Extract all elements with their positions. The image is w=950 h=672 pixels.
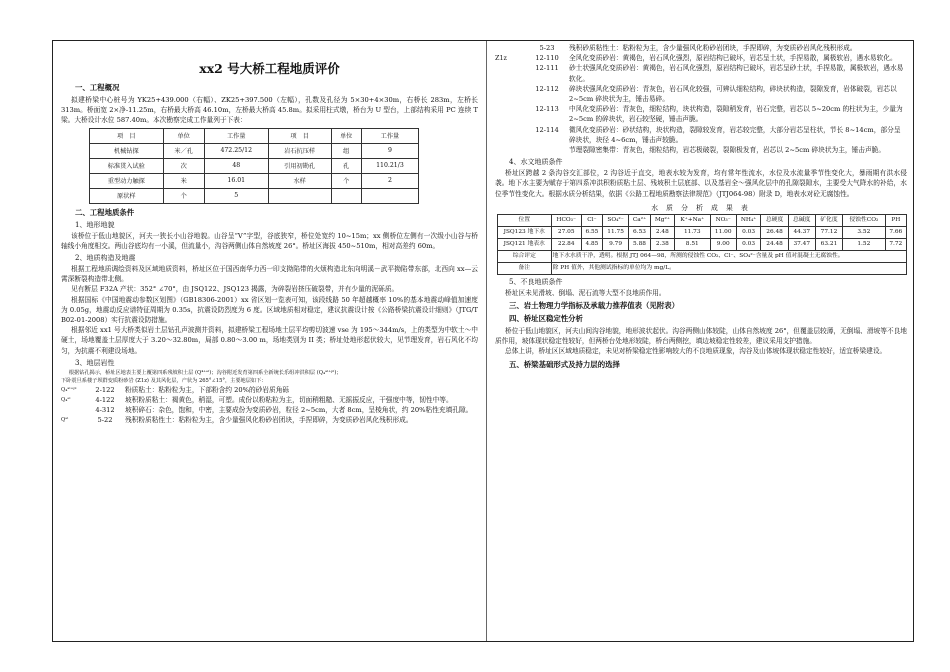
water-note-text: 除 PH 值外，其他测试指标的单位均为 mg/L。 (551, 262, 906, 274)
water-table-cell: 6.53 (629, 226, 651, 238)
workload-cell (361, 188, 418, 203)
workload-cell: 引用初勘孔 (268, 158, 331, 173)
stratum-code: 5-22 (97, 416, 113, 425)
workload-cell: 2 (361, 173, 418, 188)
water-table-cell: 3.52 (843, 226, 886, 238)
section-geology-heading: 二、工程地质条件 (75, 207, 135, 217)
water-table-cell: 11.73 (674, 226, 710, 238)
adverse-geology-paragraph: 桥址区未见滑坡、倒塌、泥石流等大型不良地质作用。 (505, 288, 666, 297)
seismic-paragraph: 根据国标《中国地震动参数区划图》（GB18306-2001）xx 省区划一览表可知，该段线路 50 年超越概率 10%的基本地震动峰值加速度为 0.05g，地震动反应谱特征周期为 0.35s，抗震设防烈度为 6 度。区域地质相对稳定，建议抗震设计按《公路桥梁抗震设计细则》（JTG/T B02-01-2008）实行抗震设防措施。 (61, 295, 478, 325)
stratum-description: 坡积粉质粘土：褐黄色，稍湿，可塑。成份以粉粘粒为主，切面稍粗糙、无摇振反应，干强度中等，韧性中等。 (125, 396, 453, 405)
workload-cell: 110.21/3 (361, 158, 418, 173)
workload-cell: 重型动力触探 (90, 173, 164, 188)
water-quality-table (497, 214, 907, 275)
overview-paragraph: 拟建桥梁中心桩号为 YK25+439.000（右幅）、ZK25+397.500（左幅），孔数及孔径为 5×30+4×30m，右桥长 283m，左桥长 313m。桥面宽 2×净-11.25m，右桥最大桥高 46.10m，左桥最大桥高 45.8m。拟采用柱式墩，桥台为 U 型台，上部结构采用 PC 连续 T 梁。大桥设计水位 587.40m。本次勘察完成工作量列于下表： (61, 96, 478, 125)
stratum-symbol (495, 84, 525, 104)
page-title: xx2 号大桥工程地质评价 (199, 61, 340, 76)
water-table-cell: 9.79 (603, 238, 629, 250)
water-table-cell: 0.03 (736, 238, 761, 250)
water-table-cell: 63.21 (815, 238, 842, 250)
structure-paragraph-1: 根据工程地质调绘资料及区域地质资料，桥址区位于国西南华力西一印支拗陷带的火烦构造北东向明溪－武平拗陷带东部，北西向 xx—云霄深断裂构造带北侧。 (61, 265, 478, 284)
stratum-description: 中风化变质砂岩：青灰色，细粒结构，块状构造，裂隙稍发育，岩石完整，岩芯以 5~20cm 的柱状为主，少量为 2~5cm 的碎块状，岩石较坚硬，锤击声脆。 (569, 105, 903, 124)
right-column (487, 41, 914, 641)
stratum-code: 4-312 (95, 406, 115, 415)
water-table-header-cell: K⁺+Na⁺ (674, 214, 710, 226)
section-stability-heading: 四、桥址区稳定性分析 (509, 314, 583, 324)
water-table-cell: 1.52 (843, 238, 886, 250)
stratum-symbol: Q₄ᵉˡ (61, 397, 71, 404)
workload-cell: 16.01 (204, 173, 268, 188)
workload-header-cell: 单位 (331, 128, 361, 143)
water-table-header-cell: Ca²⁺ (629, 214, 651, 226)
water-table-header-cell: PH (885, 214, 906, 226)
water-eval-label: 综合评定 (498, 250, 552, 262)
workload-row (90, 188, 419, 203)
workload-cell: 机械钻探 (90, 143, 164, 158)
workload-cell: 9 (361, 143, 418, 158)
water-table-header-cell: 总碱度 (788, 214, 815, 226)
water-table-cell: 44.37 (788, 226, 815, 238)
water-table-cell: 6.55 (581, 226, 602, 238)
drawing-sheet (52, 40, 914, 642)
stratum-code: 12-113 (535, 105, 559, 114)
hydro-paragraph: 桥址区跨越 2 条沟谷交汇部位，2 沟谷近于直交，地表水较为发育，均有常年性流水，水位及水流量季节性变化大，暴雨期有洪水侵袭。地下水主要为赋存于第四系冲洪积粉质粘土层、残坡积土层底部、以及基岩全～强风化层中的孔隙裂隙水，主要受大气降水的补给，水位季节性变化大。根据水质分析结果，依据《公路工程地质勘察法律规范》（JTJ064-98）附录 D，地表水对砼无腐蚀性。 (495, 169, 907, 198)
water-table-row (498, 226, 907, 238)
water-table-header-cell: NH₄⁺ (736, 214, 761, 226)
strata-list-left (61, 385, 478, 426)
strata-heading: 3、地层岩性 (75, 358, 115, 367)
structure-paragraph-2: 见有断层 F32A 产状：352° ∠70°，由 JSQ122、JSQ123 揭露，为碎裂岩挤压破裂带，并有少量的泥砾质。 (71, 285, 399, 294)
stratum-description: 碎块状强风化变质砂岩：青灰色，岩石风化较强，可辨认细粒结构，碎块状构造，裂隙发育，岩体破裂，岩芯以 2~5cm 碎块状为主，锤击易碎。 (569, 84, 897, 104)
stratum-symbol: Qᵉˡ (61, 417, 69, 424)
stability-paragraph-1: 桥位于低山地貌区，河夫山间沟谷地貌，地形波状起伏。沟谷两侧山体较陡，山体自然坡度 26°，但覆盖层较薄，无倒塌、滑坡等不良地质作用，坡体现状稳定性较好，但两桥台处地形较陡，桥台两侧挖，填边坡稳定性较差，建议采用支护措施。 (495, 327, 907, 346)
workload-cell: 岩石抗压样 (268, 143, 331, 158)
workload-cell: 组 (331, 143, 361, 158)
water-table-cell: 4.85 (581, 238, 602, 250)
workload-cell: 个 (331, 173, 361, 188)
landform-heading: 1、地形地貌 (75, 220, 115, 229)
landform-paragraph: 该桥位于低山地貌区，河夫一狭长小山谷地貌。山谷呈“V”字型，谷底狭窄，桥位处宽约 10~15m；xx 侧桥位左侧有一次级小山谷与桥轴线小角度相交。两山谷底均有一小溪，但流量小，沟谷两侧山体自然坡度 26°。桥址区海拔 450~510m，相对高差约 60m。 (61, 231, 478, 250)
workload-cell (331, 188, 361, 203)
workload-cell: 个 (163, 188, 204, 203)
water-table-header-cell: 矿化度 (815, 214, 842, 226)
workload-cell: 次 (163, 158, 204, 173)
hydro-heading: 4、水文地质条件 (509, 158, 563, 167)
workload-header-row (90, 128, 419, 143)
stratum-description: 微风化变质砂岩：砂状结构，块状构造，裂隙较发育，岩芯较完整，大部分岩芯呈柱状，节长 8~14cm，部分呈碎块状，块径 4~6cm，锤击声较脆。 (569, 125, 901, 144)
water-table-note-row (498, 262, 907, 274)
workload-header-cell: 工作量 (204, 128, 268, 143)
workload-cell: 48 (204, 158, 268, 173)
water-table-cell: 0.03 (736, 226, 761, 238)
water-table-header-cell: Cl⁻ (581, 214, 602, 226)
stratum-symbol: Z1z (495, 54, 507, 63)
stratum-code: 12-112 (535, 84, 559, 93)
strata-list-right (495, 43, 907, 155)
water-table-cell: JSQ121 地表水 (498, 238, 552, 250)
adverse-geology-heading: 5、不良地质条件 (509, 277, 563, 286)
workload-header-cell: 项 目 (90, 128, 164, 143)
water-table-cell: JSQ123 地下水 (498, 226, 552, 238)
workload-cell: 472.25/12 (204, 143, 268, 158)
stratum-symbol (495, 43, 525, 53)
stability-paragraph-2: 总体上讲，桥址区区域地质稳定，未见对桥梁稳定性影响较大的不良地质现象，沟谷及山体坡体现状稳定性较好，适宜桥梁建设。 (505, 347, 887, 356)
stratum-symbol (495, 125, 525, 145)
water-table-header-row (498, 214, 907, 226)
water-table-cell: 2.38 (650, 238, 674, 250)
water-table-cell: 2.48 (650, 226, 674, 238)
water-table-cell: 7.72 (885, 238, 906, 250)
water-table-cell: 8.51 (674, 238, 710, 250)
stratum-description: 节理裂隙密集带：青灰色，细粒结构，岩芯极破裂，裂隙极发育，岩芯以 2~5cm 碎块状为主，锤击声脆。 (569, 146, 886, 155)
workload-cell: 水样 (268, 173, 331, 188)
workload-cell (268, 188, 331, 203)
stratum-code: 12-110 (535, 54, 559, 63)
water-table-header-cell: 侵蚀性CO₂ (843, 214, 886, 226)
strata-intro-2: 下卧震旦系楼子坝群变质粉砂岩 (Z1z) 及其风化层，产状为 265°∠15°，主要地层如下： (61, 377, 267, 384)
water-table-cell: 24.48 (761, 238, 788, 250)
stratum-description: 全风化变质砂岩：黄褐色，岩石风化强烈，原岩结构已破坏，岩芯呈土状，手捏易散，属极软岩，遇水易软化。 (569, 54, 897, 63)
stratum-code (525, 145, 569, 155)
stratum-item (495, 125, 907, 145)
water-table-cell: 26.48 (761, 226, 788, 238)
stratum-code: 4-122 (95, 396, 115, 405)
stratum-symbol (495, 104, 525, 124)
stratum-description: 粉质粘土：粘粉粒为主，下部粉含约 20%的砂岩质角砾 (125, 385, 290, 394)
section-foundation-heading: 五、桥梁基础形式及持力层的选择 (509, 359, 620, 369)
water-table-eval-row (498, 250, 907, 262)
stratum-item (61, 405, 478, 415)
strata-intro-1: 根据钻孔揭示，桥址区地表主要上覆第四系残坡积土层 (Q⁴⁺ᵉˡ)；沟谷附近发育第四系全新统长乐组冲洪积层 (Q₄ᵃˡ⁺ᵖˡ)； (68, 369, 342, 376)
workload-cell: 米／孔 (163, 143, 204, 158)
water-table-header-cell: Mg²⁺ (650, 214, 674, 226)
stratum-symbol (495, 145, 525, 155)
water-table-cell: 9.00 (710, 238, 736, 250)
water-table-cell: 7.66 (885, 226, 906, 238)
workload-row (90, 158, 419, 173)
water-table-header-cell: NO₃⁻ (710, 214, 736, 226)
section-overview-heading: 一、工程概况 (75, 83, 120, 92)
workload-header-cell: 单位 (163, 128, 204, 143)
stratum-item (495, 53, 907, 63)
stratum-item (495, 104, 907, 124)
workload-row (90, 143, 419, 158)
workload-row (90, 173, 419, 188)
stratum-item (495, 63, 907, 83)
stratum-symbol (495, 63, 525, 83)
water-table-row (498, 238, 907, 250)
water-table-cell: 11.00 (710, 226, 736, 238)
workload-cell: 5 (204, 188, 268, 203)
water-table-header-cell: SO₄²⁻ (603, 214, 629, 226)
stratum-description: 坡积碎石：杂色，饱和，中密，主要成份为变质砂岩，粒径 2~5cm，大者 8cm，呈棱角状，约 20%粘性充填孔隙。 (125, 406, 473, 415)
stratum-item (61, 415, 478, 425)
water-table-cell: 37.47 (788, 238, 815, 250)
water-table-header-cell: 总硬度 (761, 214, 788, 226)
stratum-code: 12-114 (535, 125, 559, 134)
workload-header-cell: 项 目 (268, 128, 331, 143)
stratum-description: 砂土状强风化变质砂岩：黄褐色，岩石风化强烈，原岩结构已破坏，岩芯呈砂土状，手捏易散，属极软岩，遇水易软化。 (569, 64, 904, 83)
water-table-cell: 22.84 (551, 238, 581, 250)
workload-cell: 米 (163, 173, 204, 188)
stratum-item (495, 84, 907, 104)
water-table-cell: 77.12 (815, 226, 842, 238)
shear-wave-paragraph: 根据邻近 xx1 号大桥类似岩土层钻孔声波测井资料，拟建桥梁工程场地土层平均剪切波速 vse 为 195～344m/s，上的类型为中软土～中硬土，场地覆盖土层厚度大于 3.20～32.80m，局部 0.80～3.00 m，场地类别为 II 类；桥址处地形起伏较大，见节理发育，岩石风化不均匀，为抗震不利建设场地。 (61, 326, 478, 355)
left-column (53, 41, 487, 641)
stratum-code: 2-122 (95, 385, 115, 394)
stratum-description: 残积粉质粘性土：粘粉粒为主，含少量强风化粉砂岩团块，手捏即碎，为变质砂岩风化残积形成。 (125, 416, 413, 425)
water-table-header-cell: HCO₃⁻ (551, 214, 581, 226)
stratum-description: 残积砂质粘性土：粘粉粒为主，含少量强风化粉砂岩团块，手捏即碎，为变质砂岩风化残积形成。 (569, 44, 857, 52)
stratum-symbol (61, 405, 85, 415)
water-table-header-cell: 位置 (498, 214, 552, 226)
water-table-cell: 11.75 (603, 226, 629, 238)
water-note-label: 备注 (498, 262, 552, 274)
stratum-code: 12-111 (535, 64, 559, 73)
water-table-cell: 5.88 (629, 238, 651, 250)
stratum-item (61, 395, 478, 405)
stratum-item (495, 145, 907, 155)
structure-heading: 2、地质构造及地震 (75, 254, 136, 263)
workload-cell: 原状样 (90, 188, 164, 203)
workload-cell: 孔 (331, 158, 361, 173)
water-eval-text: 地下水水质干净，透明。根据 JTJ 064—98，所测的侵蚀性 CO₂、Cl⁻、SO₄²⁻含量及 pH 值对混凝土无腐蚀性。 (551, 250, 906, 262)
workload-header-cell: 工作量 (361, 128, 418, 143)
workload-table (89, 128, 419, 204)
stratum-code: 5-23 (539, 44, 555, 52)
section-parameters-heading: 三、岩土物理力学指标及承载力推荐值表（见附表） (509, 301, 679, 311)
stratum-symbol: Q₄ᵃˡ⁺ᵖˡ (61, 386, 77, 393)
water-table-caption: 水 质 分 析 成 果 表 (651, 203, 751, 212)
stratum-item (495, 43, 907, 53)
stratum-item (61, 385, 478, 395)
workload-cell: 标准贯入试验 (90, 158, 164, 173)
water-table-cell: 27.05 (551, 226, 581, 238)
